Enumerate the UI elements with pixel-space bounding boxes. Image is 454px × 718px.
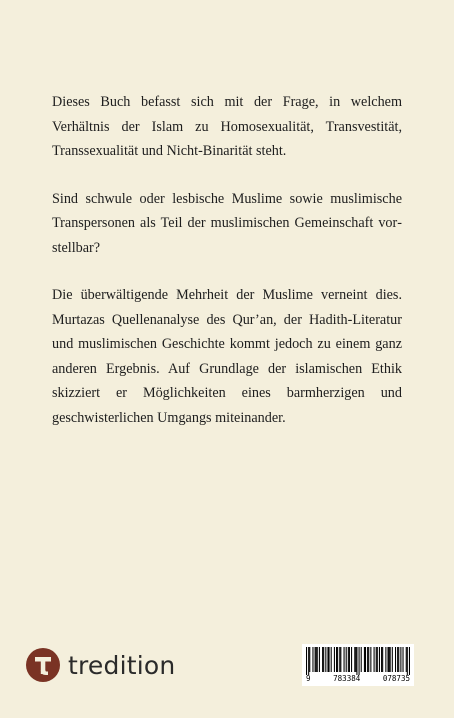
barcode-bar [317, 647, 318, 672]
barcode-bar [348, 647, 349, 672]
barcode-bar [337, 647, 338, 672]
barcode-bar [354, 647, 355, 672]
barcode-bar [368, 647, 369, 672]
barcode-bar [395, 647, 396, 672]
barcode-bar [355, 647, 356, 672]
barcode-bar [407, 647, 408, 675]
barcode-bar [331, 647, 332, 672]
barcode-bar [402, 647, 403, 672]
blurb-paragraph-2: Sind schwule oder lesbische Muslime sowie muslimische Transpersonen als Teil der muslimischen Gemeinschaft vorstellbar? [52, 190, 402, 256]
barcode-bars [306, 647, 410, 675]
tredition-logo-icon [26, 648, 60, 682]
barcode-bar [308, 647, 309, 675]
barcode-bar [361, 647, 362, 672]
barcode-bar [315, 647, 316, 672]
barcode-digit-group-2: 078735 [382, 674, 410, 683]
isbn-barcode [302, 644, 414, 686]
blurb-paragraph-3: Die überwältigende Mehrheit der Muslime verneint dies. Murtazas Quellenanalyse des Qur’an, der Hadith-Literatur und muslimischen Geschichte kommt jedoch zu einem ganz anderen Ergebnis. Auf Grundlage der islamischen Ethik skizziert er Möglichkeiten eines barmherzigen und geschwisterlichen Umgangs miteinander. [52, 287, 402, 426]
barcode-bar [327, 647, 328, 672]
barcode-bar [316, 647, 317, 672]
barcode-bar [376, 647, 377, 672]
barcode-bar [322, 647, 323, 672]
publisher-name: tredition [68, 650, 176, 680]
barcode-bar [390, 647, 391, 672]
barcode-bar [356, 647, 357, 675]
barcode-bar [389, 647, 390, 672]
barcode-bar [385, 647, 386, 672]
barcode-bar [379, 647, 380, 672]
barcode-digit-first: 9 [306, 674, 311, 683]
barcode-bar [323, 647, 324, 672]
barcode-bar [329, 647, 330, 672]
barcode-bar [392, 647, 393, 672]
barcode-bar [409, 647, 410, 675]
barcode-bar [325, 647, 326, 672]
barcode-bar [374, 647, 375, 672]
barcode-bar [312, 647, 313, 672]
barcode-bar [339, 647, 340, 672]
barcode-bar [306, 647, 307, 675]
barcode-bar [351, 647, 352, 672]
barcode-bar [398, 647, 399, 672]
barcode-bar [370, 647, 371, 672]
barcode-bar [309, 647, 310, 672]
barcode-bar [406, 647, 407, 672]
barcode-bar [336, 647, 337, 672]
barcode-bar [377, 647, 378, 672]
barcode-bar [382, 647, 383, 672]
barcode-digits [306, 674, 410, 683]
barcode-bar [365, 647, 366, 672]
barcode-bar [364, 647, 365, 672]
barcode-bar [344, 647, 345, 672]
barcode-bar [340, 647, 341, 672]
barcode-bar [346, 647, 347, 672]
barcode-bar [319, 647, 320, 672]
blurb-paragraph-1: Dieses Buch befasst sich mit der Frage, in welchem Verhältnis der Islam zu Homosexualität, Transvestität, Transsexualität und Nicht-Binarität steht. [52, 94, 402, 159]
barcode-bar [397, 647, 398, 672]
barcode-bar [381, 647, 382, 672]
barcode-bar [387, 647, 388, 672]
barcode-bar [334, 647, 335, 672]
barcode-bar [349, 647, 350, 672]
publisher-logo [26, 648, 175, 682]
barcode-bar [359, 647, 360, 675]
barcode-digit-group-1: 783384 [333, 674, 361, 683]
barcode-bar [367, 647, 368, 672]
barcode-bar [400, 647, 401, 672]
blurb-text [52, 90, 402, 453]
